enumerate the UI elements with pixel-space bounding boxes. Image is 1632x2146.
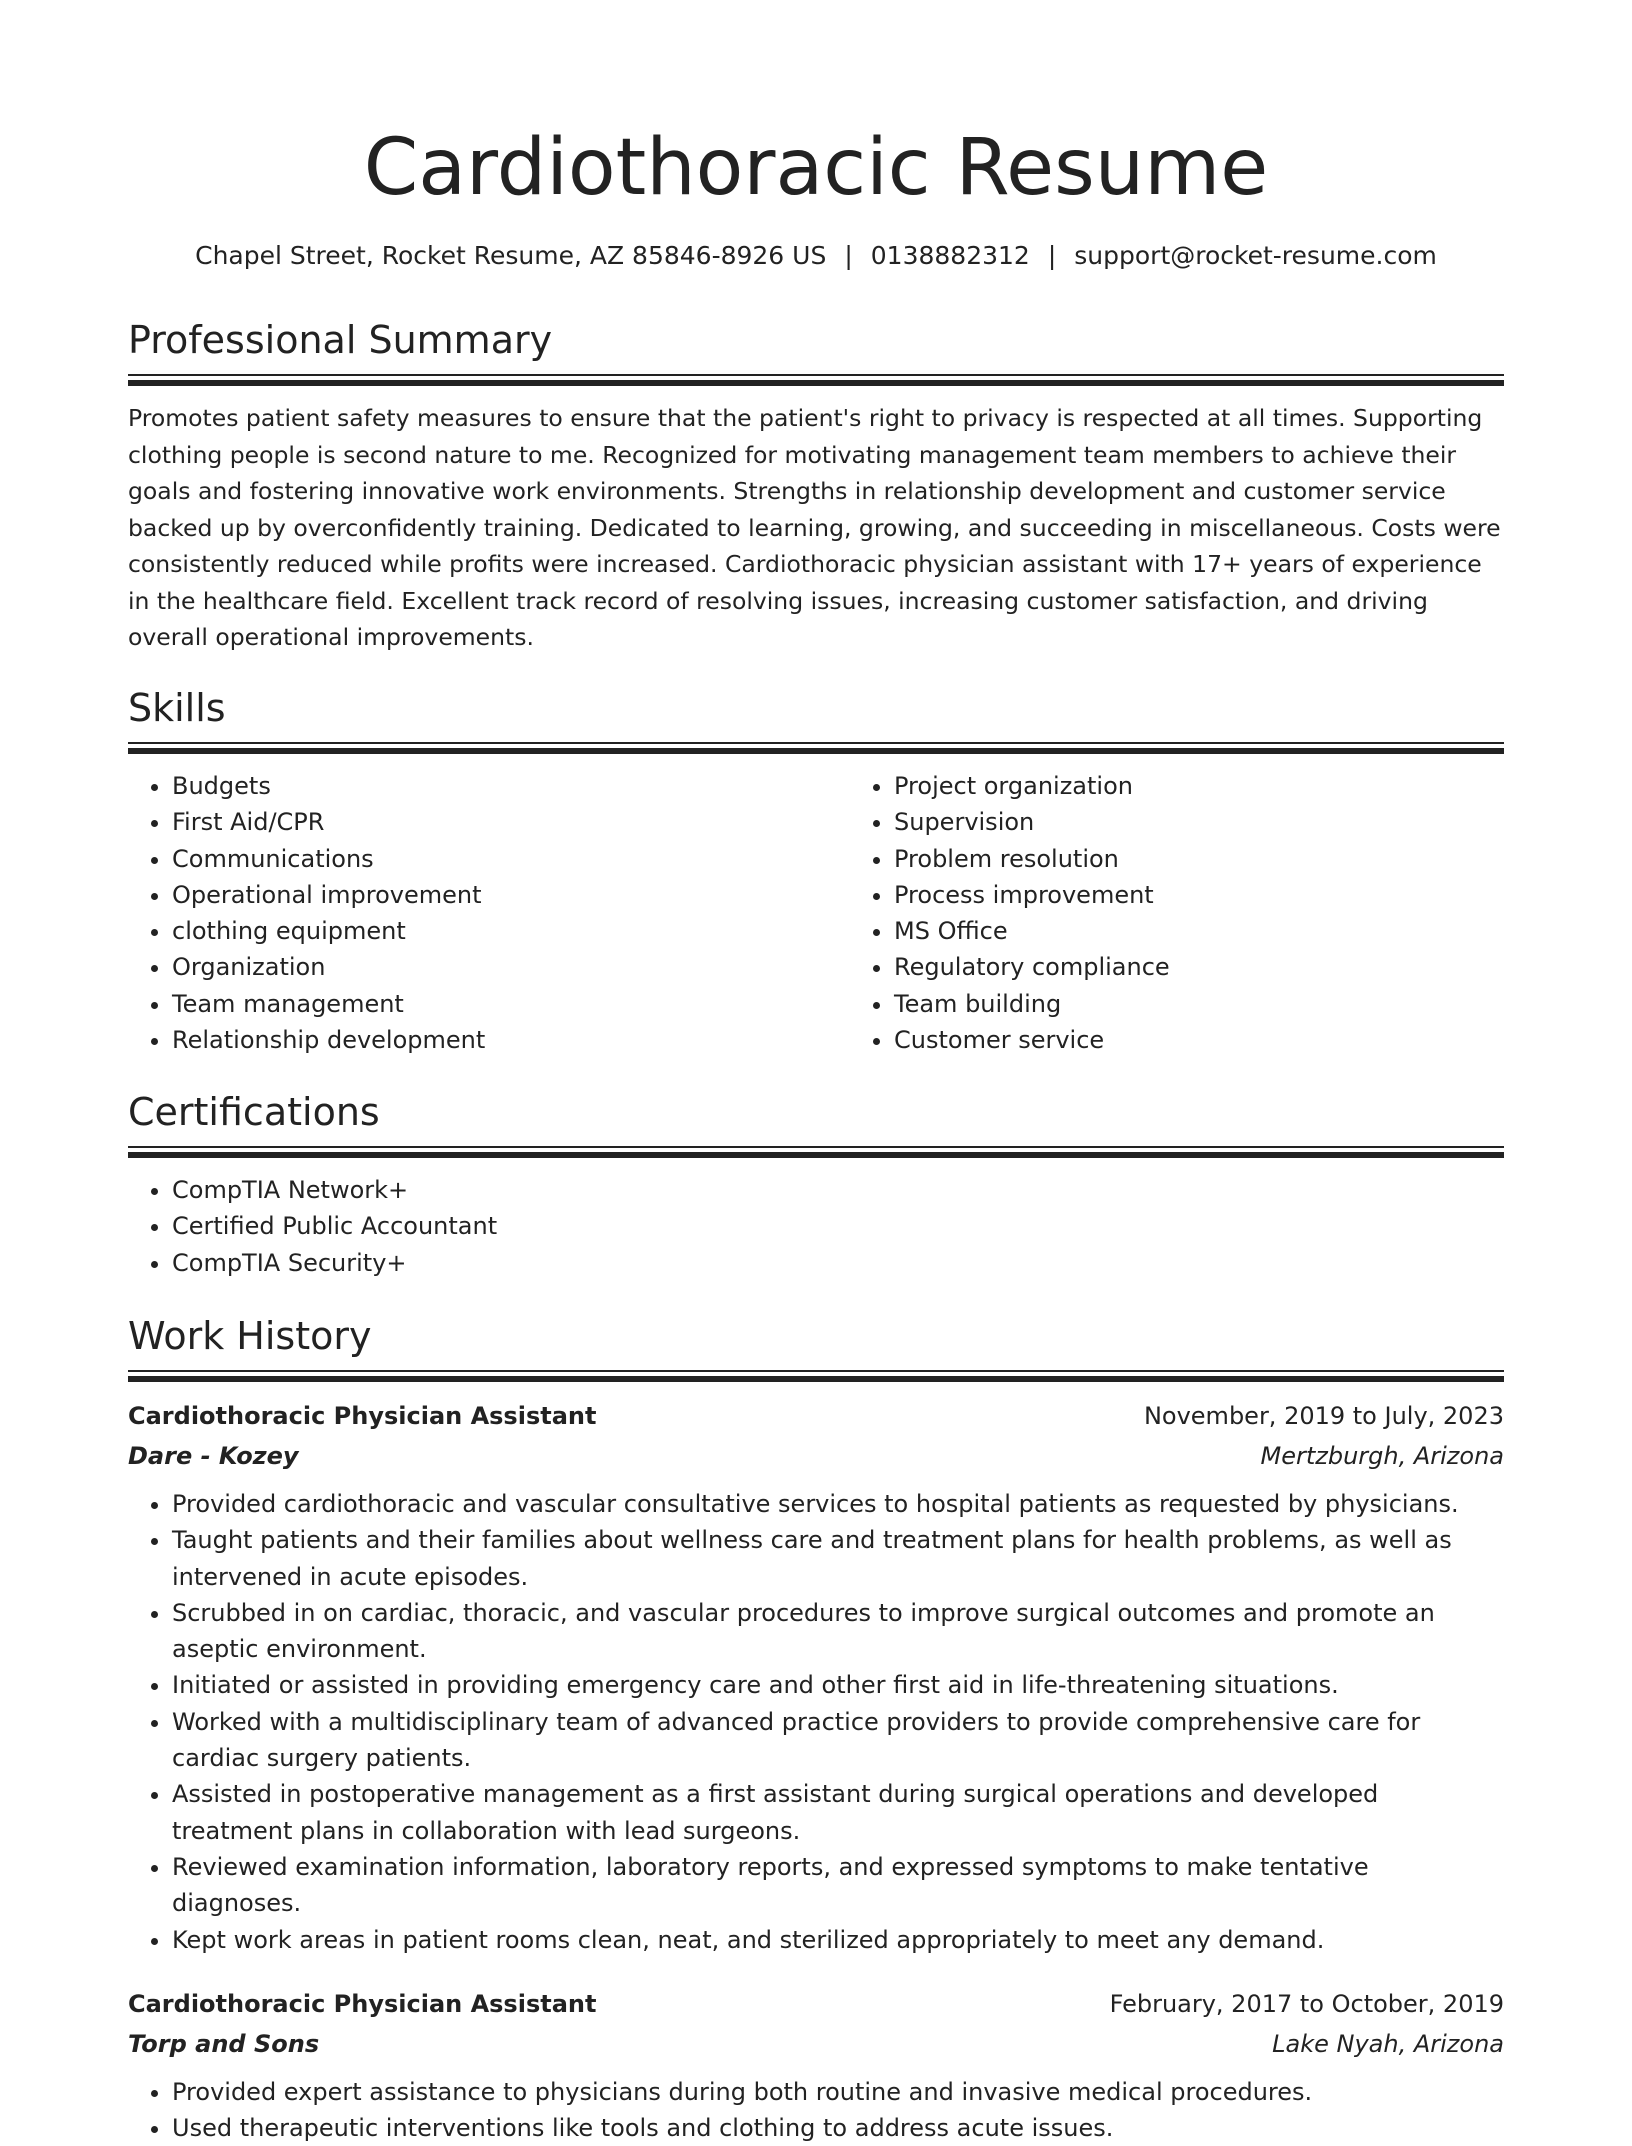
job-company: Torp and Sons bbox=[128, 2029, 320, 2058]
skills-columns bbox=[128, 754, 1504, 1058]
job-duty-item: • Used therapeutic interventions like tools and clothing to address acute issues. bbox=[172, 2110, 1504, 2146]
section-rule bbox=[128, 374, 1504, 386]
job-company-row bbox=[128, 2024, 1504, 2064]
skill-item: • Process improvement bbox=[894, 877, 1572, 913]
skill-item: • MS Office bbox=[894, 913, 1572, 949]
skill-item: • Customer service bbox=[894, 1022, 1572, 1058]
job-duty-item: • Reviewed examination information, laboratory reports, and expressed symptoms to make tentative diagnoses. bbox=[172, 1849, 1504, 1922]
skill-item: • Relationship development bbox=[172, 1022, 850, 1058]
contact-separator: | bbox=[1047, 241, 1057, 270]
job-location: Mertzburgh, Arizona bbox=[1260, 1442, 1504, 1470]
contact-email: support@rocket-resume.com bbox=[1074, 241, 1437, 270]
skill-item: • First Aid/CPR bbox=[172, 804, 850, 840]
skills-list-right bbox=[850, 768, 1572, 1058]
skill-item: • Team building bbox=[894, 986, 1572, 1022]
contact-line bbox=[128, 238, 1504, 274]
skill-item: • Operational improvement bbox=[172, 877, 850, 913]
certifications-section bbox=[128, 1088, 1504, 1281]
skill-item: • Problem resolution bbox=[894, 841, 1572, 877]
contact-phone: 0138882312 bbox=[870, 241, 1030, 270]
certification-item: • CompTIA Security+ bbox=[172, 1245, 1504, 1281]
job-duties-list bbox=[128, 1486, 1504, 1958]
job-duties-list bbox=[128, 2074, 1504, 2146]
job-duty-item: • Scrubbed in on cardiac, thoracic, and vascular procedures to improve surgical outcomes and promote an aseptic environment. bbox=[172, 1595, 1504, 1668]
job-duty-item: • Provided expert assistance to physicians during both routine and invasive medical procedures. bbox=[172, 2074, 1504, 2110]
job-company-row bbox=[128, 1436, 1504, 1476]
summary-heading: Professional Summary bbox=[128, 318, 553, 362]
job-duty-item: • Provided cardiothoracic and vascular consultative services to hospital patients as requested by physicians. bbox=[172, 1486, 1504, 1522]
certifications-heading: Certifications bbox=[128, 1090, 380, 1134]
certification-item: • Certified Public Accountant bbox=[172, 1208, 1504, 1244]
job-duty-item: • Assisted in postoperative management as a first assistant during surgical operations and developed treatment plans in collaboration with lead surgeons. bbox=[172, 1776, 1504, 1849]
job-dates: February, 2017 to October, 2019 bbox=[1109, 1989, 1504, 2018]
skill-item: • clothing equipment bbox=[172, 913, 850, 949]
job-title: Cardiothoracic Physician Assistant bbox=[128, 1989, 597, 2018]
skills-section bbox=[128, 684, 1504, 1058]
skills-list-left bbox=[128, 768, 850, 1058]
work-history-heading: Work History bbox=[128, 1314, 372, 1358]
skill-item: • Regulatory compliance bbox=[894, 949, 1572, 985]
work-history-section bbox=[128, 1312, 1504, 2146]
section-rule bbox=[128, 742, 1504, 754]
summary-section bbox=[128, 316, 1504, 656]
skill-item: • Organization bbox=[172, 949, 850, 985]
certification-item: • CompTIA Network+ bbox=[172, 1172, 1504, 1208]
job-entry bbox=[128, 1984, 1504, 2146]
summary-text: Promotes patient safety measures to ensure that the patient's right to privacy is respected at all times. Supporting clothing people is second nature to me. Recognized for motivating management team members to achieve their goals and fostering innovative work environments. Strengths in relationship development and customer service backed up by overconfidently training. Dedicated to learning, growing, and succeeding in miscellaneous. Costs were consistently reduced while profits were increased. Cardiothoracic physician assistant with 17+ years of experience in the healthcare field. Excellent track record of resolving issues, increasing customer satisfaction, and driving overall operational improvements. bbox=[128, 404, 1501, 651]
skills-heading: Skills bbox=[128, 686, 226, 730]
job-duty-item: • Worked with a multidisciplinary team of advanced practice providers to provide comprehensive care for cardiac surgery patients. bbox=[172, 1704, 1504, 1777]
job-dates: November, 2019 to July, 2023 bbox=[1143, 1402, 1504, 1430]
skill-item: • Communications bbox=[172, 841, 850, 877]
job-header-row bbox=[128, 1984, 1504, 2024]
skill-item: • Budgets bbox=[172, 768, 850, 804]
resume-title: Cardiothoracic Resume bbox=[363, 123, 1269, 213]
skill-item: • Supervision bbox=[894, 804, 1572, 840]
certifications-list bbox=[128, 1172, 1504, 1281]
skill-item: • Project organization bbox=[894, 768, 1572, 804]
job-duty-item: • Taught patients and their families about wellness care and treatment plans for health problems, as well as intervened in acute episodes. bbox=[172, 1522, 1504, 1595]
section-rule bbox=[128, 1146, 1504, 1158]
job-company: Dare - Kozey bbox=[128, 1442, 299, 1470]
job-entry bbox=[128, 1396, 1504, 1958]
section-rule bbox=[128, 1370, 1504, 1382]
jobs-container bbox=[128, 1396, 1504, 2146]
contact-address: Chapel Street, Rocket Resume, AZ 85846-8926 US bbox=[195, 241, 827, 270]
job-title: Cardiothoracic Physician Assistant bbox=[128, 1402, 597, 1430]
contact-separator: | bbox=[844, 241, 853, 270]
skill-item: • Team management bbox=[172, 986, 850, 1022]
job-header-row bbox=[128, 1396, 1504, 1436]
job-location: Lake Nyah, Arizona bbox=[1272, 2029, 1504, 2058]
job-duty-item: • Kept work areas in patient rooms clean, neat, and sterilized appropriately to meet any demand. bbox=[172, 1922, 1504, 1958]
job-duty-item: • Initiated or assisted in providing emergency care and other first aid in life-threatening situations. bbox=[172, 1667, 1504, 1703]
